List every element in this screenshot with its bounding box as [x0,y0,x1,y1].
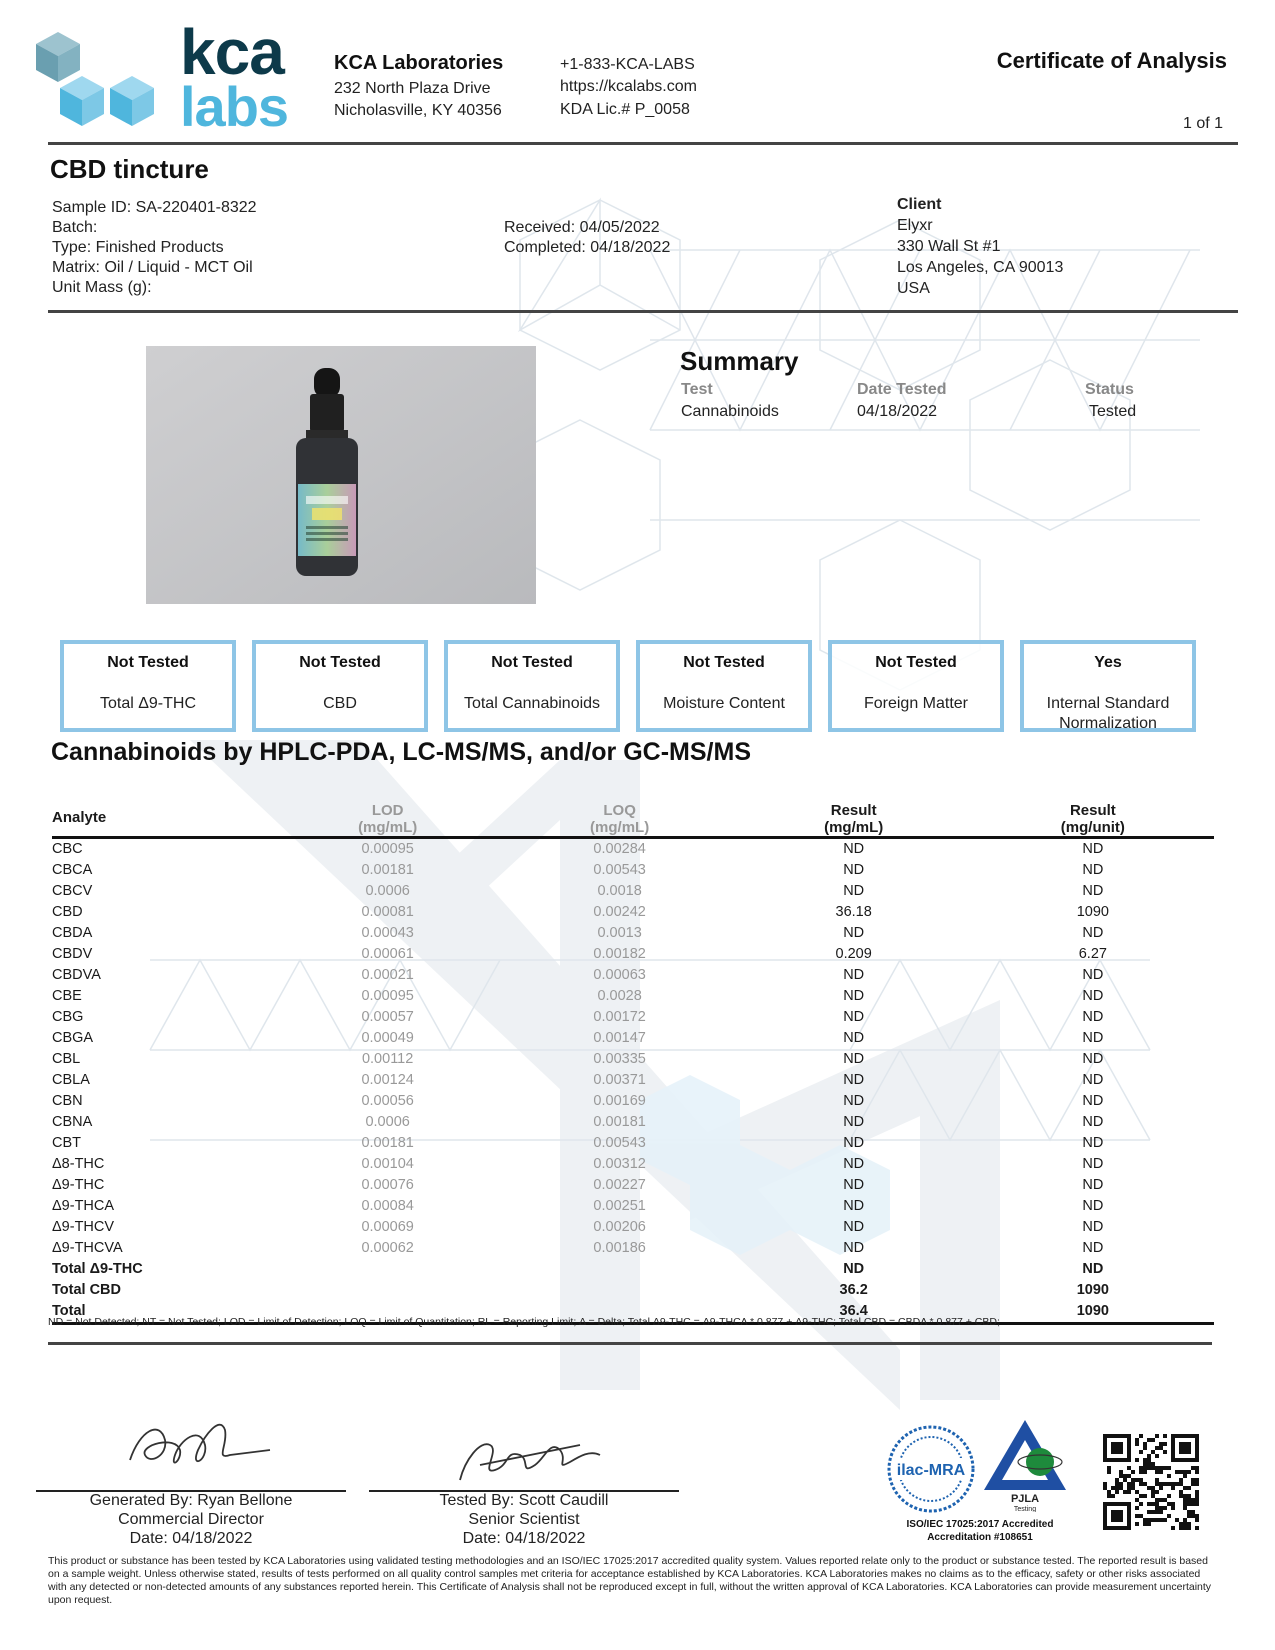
lod-value: 0.00095 [361,841,414,857]
result-unit-value: 6.27 [1078,946,1107,962]
sample-details [52,198,257,298]
result-unit-value: 1090 [1076,904,1109,920]
cannabinoids-table [52,786,1214,1325]
result-unit-value: ND [1082,1198,1104,1214]
analyte-name: CBG [52,1009,84,1025]
analyte-name: CBCA [52,862,93,878]
summary-box-cbd [252,640,428,732]
kca-logo-cubes-icon [32,30,162,140]
legal-disclaimer: This product or substance has been tested by KCA Laboratories using validated testing methodologies and an ISO/IEC 17025:2017 accredited quality system. Values reported relate only to the product or substance tested. The reported result is based on a sample weight. Unless otherwise stated, results of tests performed on all quality control samples met criteria for acceptance established by KCA Laboratories. KCA Laboratories makes no claims as to the efficacy, safety or other risks associated with any detected or non-detected amounts of any substances reported herein. This Certificate of Analysis shall not be reproduced except in full, without the written approval of KCA Laboratories. KCA Laboratories can provide measurement uncertainty upon request. [48,1555,1212,1606]
loq-value [504,1280,736,1301]
lod-value [272,1280,504,1301]
analyte-name: CBDV [52,946,93,962]
lod-value: 0.00049 [361,1030,414,1046]
lod-value: 0.00181 [361,862,414,878]
completed-date: Completed: 04/18/2022 [504,239,671,256]
lab-phone: +1-833-KCA-LABS [560,56,695,73]
product-photo [146,346,536,604]
analyte-name: CBLA [52,1072,90,1088]
analyte-name: Δ9-THC [52,1177,105,1193]
loq-value: 0.0028 [597,988,642,1004]
analyte-name: Total [52,1303,86,1319]
lod-value: 0.00084 [361,1198,414,1214]
loq-value: 0.00242 [593,904,646,920]
summary-title: Summary [680,346,799,376]
result-ml-value: ND [843,883,865,899]
result-ml-value: ND [843,1156,865,1172]
table-header-row [52,786,1214,838]
summary-box-moisture [636,640,812,732]
analyte-name: CBDA [52,925,93,941]
box-value: Not Tested [683,654,765,671]
svg-text:ilac-MRA: ilac-MRA [896,1462,966,1479]
result-ml-value: 0.209 [835,946,872,962]
header-lod: LOD (mg/mL) [358,802,418,836]
header-divider [48,142,1238,145]
table-row [52,1070,1214,1091]
table-row [52,1217,1214,1238]
lod-value: 0.00061 [361,946,414,962]
svg-text:Testing: Testing [1013,1506,1037,1512]
result-ml-value: 36.2 [839,1282,868,1298]
summary-box-foreign-matter [828,640,1004,732]
lod-value: 0.00043 [361,925,414,941]
result-unit-value: ND [1082,1219,1104,1235]
header-result-ml: Result (mg/mL) [824,802,884,836]
loq-value: 0.00284 [593,841,646,857]
table-row [52,1091,1214,1112]
result-unit-value: 1090 [1076,1282,1109,1298]
sample-batch: Batch: [52,219,98,236]
lab-license: KDA Lic.# P_0058 [560,101,690,118]
table-end-divider [48,1342,1212,1345]
loq-value: 0.00371 [593,1072,646,1088]
lab-address-line1: 232 North Plaza Drive [334,80,491,97]
ilac-mra-logo-icon [886,1424,976,1514]
result-unit-value: ND [1082,1093,1104,1109]
lod-value: 0.00069 [361,1219,414,1235]
loq-value: 0.00169 [593,1093,646,1109]
result-unit-value: ND [1082,883,1104,899]
document-title: Certificate of Analysis [996,48,1227,73]
sample-matrix: Matrix: Oil / Liquid - MCT Oil [52,259,253,276]
result-unit-value: ND [1082,1072,1104,1088]
lod-value: 0.00057 [361,1009,414,1025]
lod-value: 0.00021 [361,967,414,983]
signature-scott-caudill [450,1420,610,1494]
result-ml-value: ND [843,862,865,878]
loq-value: 0.00186 [593,1240,646,1256]
analyte-name: Δ9-THCA [52,1198,115,1214]
loq-value: 0.00182 [593,946,646,962]
table-total-row [52,1259,1214,1280]
lod-value: 0.00181 [361,1135,414,1151]
analyte-name: CBE [52,988,82,1004]
table-row [52,923,1214,944]
lod-value: 0.00095 [361,988,414,1004]
header-loq: LOQ (mg/mL) [590,802,650,836]
sample-dates [504,218,670,258]
summary-test-value: Cannabinoids [681,403,779,420]
lod-value: 0.00076 [361,1177,414,1193]
table-total-row [52,1280,1214,1301]
sample-title: CBD tincture [50,154,209,184]
table-row [52,1028,1214,1049]
analyte-name: Total CBD [52,1282,122,1298]
analyte-name: Total Δ9-THC [52,1261,143,1277]
loq-value: 0.00543 [593,862,646,878]
analyte-name: CBGA [52,1030,94,1046]
result-ml-value: ND [843,1114,865,1130]
analyte-name: CBCV [52,883,93,899]
result-ml-value: 36.4 [839,1303,868,1319]
sample-id: Sample ID: SA-220401-8322 [52,199,257,216]
result-ml-value: ND [843,841,865,857]
result-unit-value: ND [1082,1261,1104,1277]
client-country: USA [897,280,930,297]
result-unit-value: ND [1082,967,1104,983]
table-row [52,965,1214,986]
sample-unit-mass: Unit Mass (g): [52,279,152,296]
table-row [52,902,1214,923]
result-unit-value: ND [1082,1009,1104,1025]
lod-value [272,1259,504,1280]
analyte-name: CBDVA [52,967,101,983]
loq-value: 0.00181 [593,1114,646,1130]
analyte-name: CBL [52,1051,81,1067]
result-unit-value: ND [1082,841,1104,857]
table-row [52,860,1214,881]
loq-value: 0.00543 [593,1135,646,1151]
box-value: Not Tested [299,654,381,671]
loq-value: 0.00063 [593,967,646,983]
result-ml-value: ND [843,925,865,941]
box-label: Internal Standard Normalization [1046,695,1170,732]
summary-box-total-cannabinoids [444,640,620,732]
summary-box-total-thc [60,640,236,732]
result-ml-value: ND [843,1198,865,1214]
box-value: Not Tested [107,654,189,671]
result-ml-value: ND [843,1135,865,1151]
loq-value [504,1259,736,1280]
client-street: 330 Wall St #1 [897,238,1001,255]
lab-website-link[interactable]: https://kcalabs.com [560,78,697,95]
result-ml-value: ND [843,1261,865,1277]
box-label: Total Cannabinoids [463,695,601,712]
loq-value: 0.0013 [597,925,642,941]
sample-type: Type: Finished Products [52,239,224,256]
table-row [52,1154,1214,1175]
client-block [897,194,1063,299]
result-unit-value: ND [1082,988,1104,1004]
analyte-name: CBD [52,904,83,920]
result-ml-value: ND [843,1030,865,1046]
result-unit-value: ND [1082,1030,1104,1046]
analyte-name: Δ9-THCV [52,1219,115,1235]
loq-value: 0.00312 [593,1156,646,1172]
analyte-name: CBC [52,841,83,857]
loq-value: 0.00251 [593,1198,646,1214]
summary-status-value: Tested [1089,403,1137,420]
table-footnote: ND = Not Detected; NT = Not Tested; LOD = Limit of Detection; LOQ = Limit of Quantitation; RL = Reporting Limit; Δ = Delta; Total Δ9-THC = Δ9-THCA * 0.877 + Δ9-THC; Total CBD = CBDA * 0.877 + CBD; [48,1316,1000,1328]
table-row [52,1112,1214,1133]
logo-word-kca: kca [180,16,284,88]
box-label: Moisture Content [663,695,785,712]
analyte-name: CBN [52,1093,83,1109]
cannabinoids-title: Cannabinoids by HPLC-PDA, LC-MS/MS, and/or GC-MS/MS [51,738,751,766]
lod-value: 0.00124 [361,1072,414,1088]
result-unit-value: 1090 [1076,1303,1109,1319]
result-unit-value: ND [1082,1114,1104,1130]
header-analyte: Analyte [52,809,107,826]
table-row [52,881,1214,902]
client-name: Elyxr [897,217,933,234]
table-row [52,1175,1214,1196]
table-row [52,1133,1214,1154]
box-label: Foreign Matter [863,695,969,712]
result-ml-value: ND [843,1072,865,1088]
result-unit-value: ND [1082,1240,1104,1256]
box-label: CBD [323,695,357,712]
lod-value: 0.0006 [365,1114,410,1130]
analyte-name: CBNA [52,1114,93,1130]
table-row [52,1007,1214,1028]
result-ml-value: ND [843,1051,865,1067]
table-row [52,1238,1214,1259]
table-row [52,1049,1214,1070]
box-value: Yes [1094,654,1122,671]
box-value: Not Tested [875,654,957,671]
lod-value: 0.00056 [361,1093,414,1109]
analyte-name: Δ8-THC [52,1156,105,1172]
signature-ryan-bellone [120,1410,280,1484]
lab-name: KCA Laboratories [334,52,504,74]
loq-value: 0.00172 [593,1009,646,1025]
loq-value: 0.00227 [593,1177,646,1193]
summary-header-date: Date Tested [857,381,947,398]
table-row [52,986,1214,1007]
result-ml-value: ND [843,1240,865,1256]
lod-value: 0.00112 [361,1051,414,1067]
result-unit-value: ND [1082,1135,1104,1151]
result-unit-value: ND [1082,925,1104,941]
result-unit-value: ND [1082,1177,1104,1193]
lod-value: 0.0006 [365,883,410,899]
result-ml-value: ND [843,1009,865,1025]
table-row [52,838,1214,861]
analyte-name: CBT [52,1135,81,1151]
lod-value: 0.00104 [361,1156,414,1172]
header-result-unit: Result (mg/unit) [1060,802,1125,836]
analyte-name: Δ9-THCVA [52,1240,123,1256]
loq-value: 0.0018 [597,883,642,899]
box-label: Total Δ9-THC [99,695,197,712]
summary-date-value: 04/18/2022 [857,403,938,420]
signature-block-tested: Tested By: Scott Caudill Senior Scientist Date: 04/18/2022 [439,1492,609,1547]
result-ml-value: ND [843,1093,865,1109]
result-unit-value: ND [1082,1156,1104,1172]
table-row [52,944,1214,965]
loq-value: 0.00206 [593,1219,646,1235]
lod-value: 0.00062 [361,1240,414,1256]
sample-divider [48,310,1238,313]
page-indicator: 1 of 1 [1182,115,1223,132]
result-ml-value: ND [843,1219,865,1235]
result-unit-value: ND [1082,862,1104,878]
loq-value: 0.00335 [593,1051,646,1067]
lab-address-line2: Nicholasville, KY 40356 [334,102,502,119]
result-ml-value: ND [843,967,865,983]
result-ml-value: 36.18 [835,904,872,920]
result-unit-value: ND [1082,1051,1104,1067]
signature-block-generated: Generated By: Ryan Bellone Commercial Director Date: 04/18/2022 [89,1492,293,1547]
iso-accreditation-text: ISO/IEC 17025:2017 Accredited Accreditation #108651 [906,1519,1054,1543]
table-row [52,1196,1214,1217]
qr-code-icon[interactable] [1103,1434,1199,1530]
summary-header-status: Status [1085,381,1134,398]
logo-word-labs: labs [180,75,289,138]
svg-text:PJLA: PJLA [1010,1493,1040,1505]
result-ml-value: ND [843,988,865,1004]
pjla-logo-icon [982,1418,1068,1512]
result-ml-value: ND [843,1177,865,1193]
summary-header-test: Test [681,381,713,398]
lod-value: 0.00081 [361,904,414,920]
box-value: Not Tested [491,654,573,671]
loq-value: 0.00147 [593,1030,646,1046]
received-date: Received: 04/05/2022 [504,219,660,236]
client-city: Los Angeles, CA 90013 [897,259,1064,276]
summary-box-internal-standard [1020,640,1196,732]
client-heading: Client [897,196,942,213]
